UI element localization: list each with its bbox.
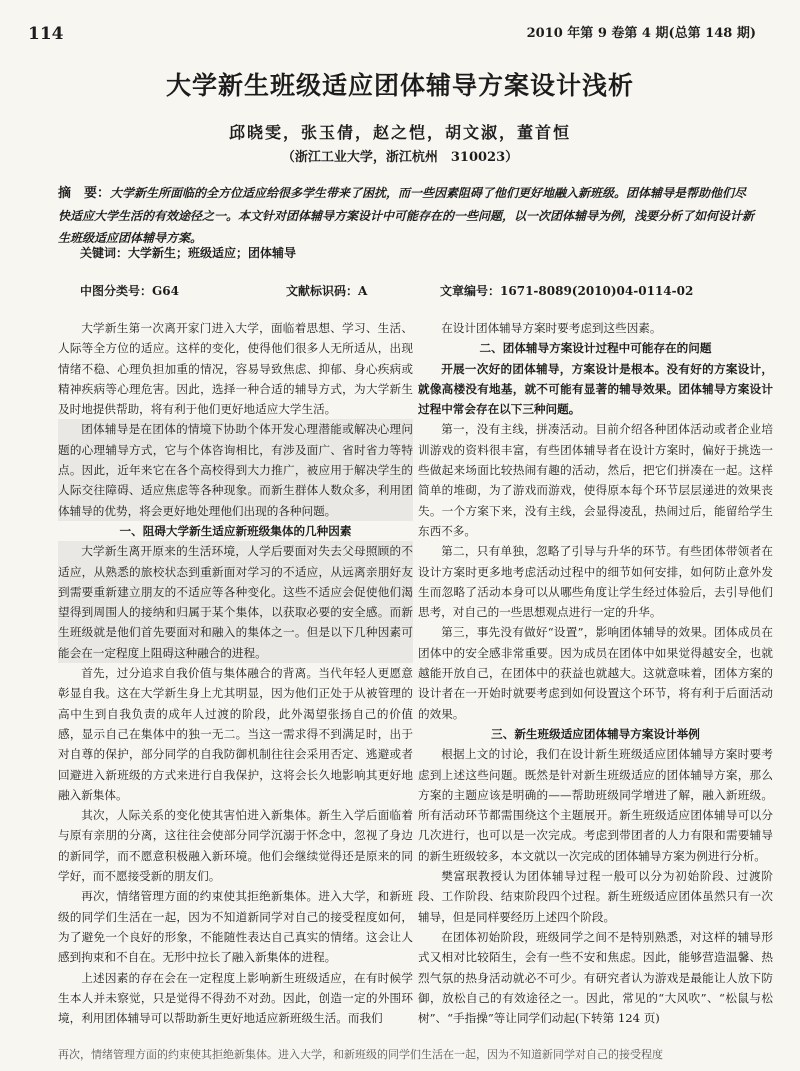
paragraph: 上述因素的存在会在一定程度上影响新生班级适应，在有时候学生本人并未察觉，只是觉得不得劲不对劲。因此，创造一定的外围环境，利用团体辅导可以帮助新生更好地适应新班级生活。而我们: [58, 970, 413, 1026]
paragraph: 再次，情绪管理方面的约束使其拒绝新集体。进入大学，和新班级的同学们生活在一起，因为不知道新同学对自己的接受程度如何，为了避免一个良好的形象，不能随性表达自己真实的情绪。这会让人感到拘束和不自在。无形中拉长了融入新集体的进程。: [58, 889, 413, 965]
keywords-text: 大学新生；班级适应；团体辅导: [128, 246, 297, 260]
authors: 邱晓雯，张玉倩，赵之恺，胡文淑，董首恒: [228, 123, 571, 142]
keywords-label: 关键词：: [80, 246, 129, 260]
paragraph: 第二，只有单独，忽略了引导与升华的环节。有些团体带领者在设计方案时更多地考虑活动过程中的细节如何安排，如何防止意外发生而忽略了活动本身可以从哪些角度让学生经过体验后，去引导他们思考，对自己的一些思想观点进行一定的升华。: [418, 544, 773, 620]
paragraph: 大学新生第一次离开家门进入大学，面临着思想、学习、生活、人际等全方位的适应。这样的变化，使得他们很多人无所适从，出现情绪不稳、心理负担加重的情况，容易导致焦虑、抑郁、身心疾病或精神疾病等心理危害。因此，选择一种合适的辅导方式，为大学新生及时地提供帮助，将有利于他们更好地适应大学生活。: [58, 321, 413, 417]
paragraph: 开展一次好的团体辅导，方案设计是根本。没有好的方案设计，就像高楼没有地基，就不可能有显著的辅导效果。团体辅导方案设计过程中常会存在以下三种问题。: [418, 361, 773, 417]
paragraph: 在设计团体辅导方案时要考虑到这些因素。: [441, 321, 662, 335]
paragraph: 团体辅导是在团体的情境下协助个体开发心理潜能或解决心理问题的心理辅导方式，它与个体咨询相比，有涉及面广、省时省力等特点。因此，近年来它在各个高校得到大力推广，被应用于解决学生的人际交往障碍、适应焦虑等各种现象。而新生群体人数众多，利用团体辅导的优势，将会更好地处理他们出现的各种问题。: [58, 419, 413, 520]
paragraph: 第一，没有主线，拼凑活动。目前介绍各种团体活动或者企业培训游戏的资料很丰富，有些团体辅导者在设计方案时，偏好于挑选一些做起来场面比较热闹有趣的活动，然后，把它们拼凑在一起。这样简单的堆砌，为了游戏而游戏，使得原本每个环节层层递进的效果丧失。一个方案下来，没有主线，会显得凌乱，热闹过后，能留给学生东西不多。: [418, 422, 773, 538]
keywords: [80, 244, 296, 261]
section-heading: 三、新生班级适应团体辅导方案设计举例: [491, 726, 700, 741]
section-heading: 二、团体辅导方案设计过程中可能存在的问题: [479, 341, 712, 356]
paragraph: 第三，事先没有做好“设置”，影响团体辅导的效果。团体成员在团体中的安全感非常重要。因为成员在团体中如果觉得越安全，也就越能开放自己，在团体中的获益也就越大。这就意味着，团体方案的设计者在一开始时就要考虑到如何设置这个环节，将有利于后面活动的效果。: [418, 625, 773, 721]
right-column: [418, 318, 773, 1028]
article-number: [440, 282, 693, 299]
abstract: [58, 182, 758, 249]
clc-number: [80, 282, 179, 299]
paragraph: 樊富珉教授认为团体辅导过程一般可以分为初始阶段、过渡阶段、工作阶段、结束阶段四个过程。新生班级适应团体虽然只有一次辅导，但是同样要经历上述四个阶段。: [418, 869, 773, 924]
paragraph: 大学新生离开原来的生活环境，人学后要面对失去父母照顾的不适应，从熟悉的旅校状态到重新面对学习的不适应，从远离亲朋好友到需要重新建立朋友的不适应等各种变化。这些不适应会促使他们渴望得到周围人的接纳和归属于某个集体，以获取必要的安全感。而新生班级就是他们首先要面对和融入的集体之一。但是以下几种因素可能会在一定程度上阻碍这种融合的进程。: [58, 541, 413, 663]
document-code: [286, 282, 367, 299]
left-column: [58, 318, 413, 1028]
page-number: 114: [28, 24, 64, 44]
article-number-label: 文章编号：: [440, 284, 501, 298]
footer-text: 再次，情绪管理方面的约束使其拒绝新集体。进入大学，和新班级的同学们生活在一起，因为不知道新同学对自己的接受程度: [58, 1048, 663, 1061]
affiliation: （浙江工业大学，浙江杭州 310023）: [281, 150, 519, 165]
paragraph: 在团体初始阶段，班级同学之间不是特别熟悉，对这样的辅导形式又相对比较陌生，会有一些不安和焦虑。因此，能够营造温馨、热烈气氛的热身活动就必不可少。有研究者认为游戏是最能让人放下防御，放松自己的有效途径之一。因此，常见的“大风吹”、“松鼠与松树”、“手指操”等让同学们动起(下转第 124 页): [418, 929, 773, 1026]
abstract-label: 摘 要：: [58, 186, 111, 201]
paragraph: 首先，过分追求自我价值与集体融合的背离。当代年轻人更愿意彰显自我。这在大学新生身上尤其明显，因为他们正处于从被管理的高中生到自我负责的成年人过渡的阶段，此外渴望张扬自己的价值感，显示自己在集体中的独一无二。当这一需求得不到满足时，出于对自尊的保护，部分同学的自我防御机制往往会采用否定、逃避或者回避进入新班级的方式来进行自我保护，这将会长久地影响其更好地融入新集体。: [58, 666, 413, 802]
clc-value: G64: [152, 284, 179, 298]
paper-title: 大学新生班级适应团体辅导方案设计浅析: [165, 71, 634, 100]
document-code-label: 文献标识码：: [286, 284, 359, 298]
clc-label: 中图分类号：: [80, 284, 153, 298]
document-code-value: A: [358, 284, 368, 298]
article-number-value: 1671-8089(2010)04-0114-02: [500, 284, 694, 298]
section-heading: 一、阻碍大学新生适应新班级集体的几种因素: [119, 523, 352, 538]
paragraph: 根据上文的讨论，我们在设计新生班级适应团体辅导方案时要考虑到上述这些问题。既然是针对新生班级适应的团体辅导方案，那么方案的主题应该是明确的——帮助班级同学增进了解，融入新班级。所有活动环节都需围绕这个主题展开。新生班级适应团体辅导可以分几次进行，也可以是一次完成。考虑到带团者的人力有限和需要辅导的新生班级较多，本文就以一次完成的团体辅导方案为例进行分析。: [418, 747, 773, 863]
paragraph: 其次，人际关系的变化使其害怕进入新集体。新生入学后面临着与原有亲朋的分离，这往往会使部分同学沉溺于怀念中，忽视了身边的新同学，而不愿意积极融入新环境。他们会继续觉得还是原来的同学好，而不愿接受新的朋友们。: [58, 808, 413, 884]
journal-header: 2010 年第 9 卷第 4 期(总第 148 期): [526, 26, 756, 41]
abstract-text: 大学新生所面临的全方位适应给很多学生带来了困扰，而一些因素阻碍了他们更好地融入新班级。团体辅导是帮助他们尽快适应大学生活的有效途径之一。本文针对团体辅导方案设计中可能存在的一些问题，以一次团体辅导为例，浅要分析了如何设计新生班级适应团体辅导方案。: [58, 186, 755, 245]
